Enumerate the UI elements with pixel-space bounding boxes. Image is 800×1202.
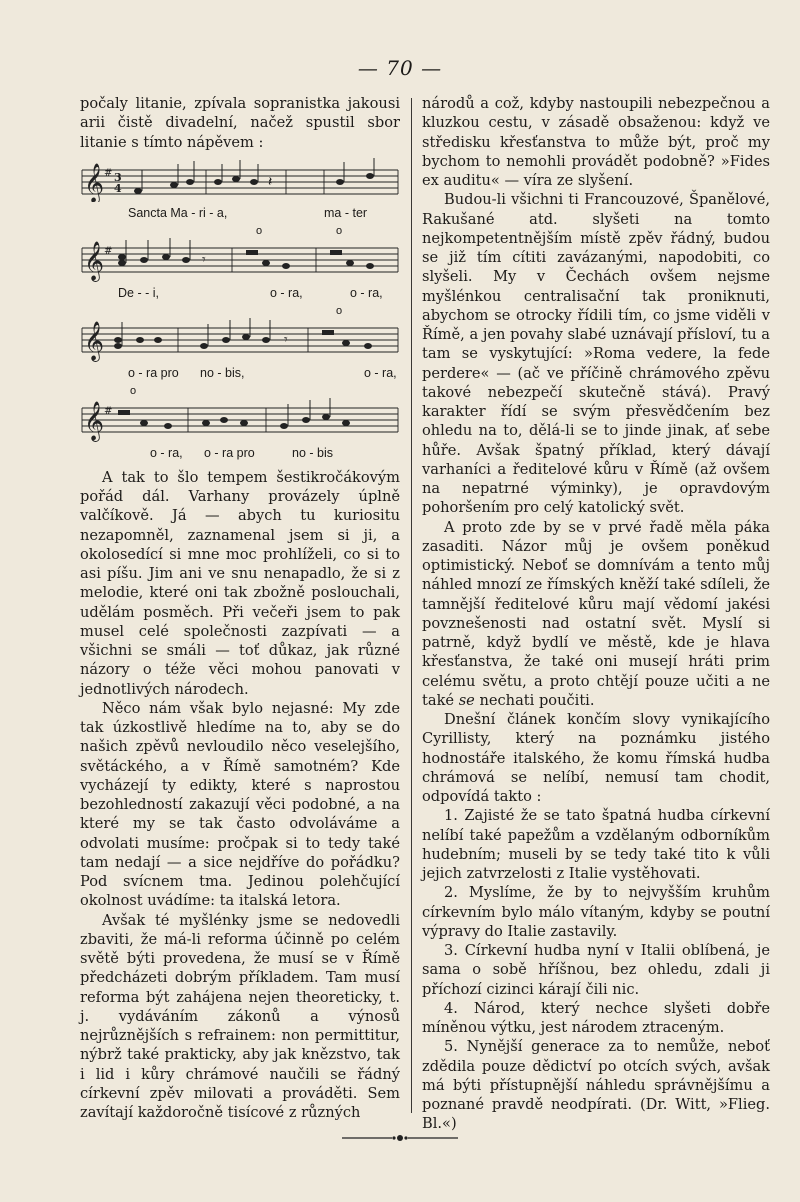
- staff-2-notation: [78, 236, 402, 282]
- lyric: o - ra,: [270, 285, 303, 300]
- list-item: 4. Národ, který nechce slyšeti dobře míněnou výtku, jest národem ztraceným.: [422, 999, 770, 1036]
- right-paragraph-3: [422, 518, 770, 711]
- mark: o: [130, 384, 137, 397]
- staff-4-notation: [78, 396, 402, 442]
- lyric: De - - i,: [118, 285, 159, 300]
- staff-2-marks: [78, 222, 402, 236]
- music-staff-4: [78, 396, 402, 462]
- page-number: — 70 —: [357, 56, 443, 80]
- left-paragraph-3: Avšak té myšlénky jsme se nedovedli zbaviti, že má-li reforma účinně po celém světě býti provedena, že musí se v Římě předcházeti dobrým příkladem. Tam musí reforma být zahájena nejen theoreticky, t. j. vydáváním zákonů a výnosů nejrůznějších s refrainem: non permittitur, nýbrž také prakticky, aby jak knězstvo, tak i lid i kůry chrámové naučili se řádný církevní zpěv milovati a prováděti. Sem zavítají každoročně tisícové z různých: [80, 911, 400, 1121]
- lyric: no - bis: [292, 445, 333, 460]
- right-paragraph-3-end: nechati poučiti.: [479, 691, 595, 709]
- music-staff-3: [78, 316, 402, 382]
- staff-4-marks: [78, 382, 402, 396]
- lyric: o - ra pro: [128, 365, 179, 380]
- right-paragraph-3-emphasis: se: [458, 691, 475, 709]
- right-paragraph-4: Dnešní článek končím slovy vynikajícího Cyrillisty, který na poznámku jistého hodnostáře italského, že komu římská hudba chrámová se nelíbí, nemusí tam chodit, odpovídá takto :: [422, 711, 770, 805]
- end-ornament: [340, 1133, 460, 1143]
- staff-1-notation: [78, 156, 402, 202]
- column-divider: [411, 98, 412, 1113]
- svg-text:#: #: [104, 405, 113, 417]
- staff-1-lyrics: [78, 202, 402, 222]
- list-item: 2. Myslíme, že by to nejvyšším kruhům církevním bylo málo vítaným, kdyby se poutní výpravy do Italie zastavily.: [422, 884, 770, 940]
- lyric: o - ra,: [150, 445, 183, 460]
- lyric: o - ra,: [364, 365, 397, 380]
- staff-3-notation: [78, 316, 402, 362]
- mark: o: [336, 224, 343, 237]
- lyric: Sancta Ma - ri - a,: [128, 205, 228, 220]
- right-paragraph-2: Budou-li všichni ti Francouzové, Španělové, Rakušané atd. slyšeti na tomto nejkompetentnějším místě zpěv řádný, budou se již tím cítiti zavázanými, napodobiti, co slyšeli. My v Čechách ovšem nejsme myšlénkou centralisační tak proniknuti, abychom se otrocky řídili tím, co jsme viděli v Římě, a jen povahy slabé uznávají přísloví, tu a tam se vyskytující: »Roma vedere, la fede perdere« — (ač ve příčině chrámového zpěvu takové nebezpečí skutečně stává). Pravý karakter řídí se svým přesvědčením bez ohledu na to, dělá-li se to jinde jinak, ať sebe hůře. Avšak špatný příklad, který dávají varhaníci a ředitelové kůru v Římě (až ovšem na nepatrné výminky), je opravdovým pohoršením pro celý katolický svět.: [422, 191, 770, 517]
- svg-text:#: #: [104, 167, 113, 179]
- mark: o: [336, 304, 343, 317]
- lyric: o - ra pro: [204, 445, 255, 460]
- svg-text:𝄞: 𝄞: [84, 162, 105, 202]
- music-staff-2: [78, 236, 402, 302]
- list-item: 3. Církevní hudba nyní v Italii oblíbená, je sama o sobě hříšnou, bez ohledu, zdali ji příchozí cizinci kárají čili nic.: [422, 942, 770, 998]
- svg-text:𝄾: 𝄾: [284, 331, 288, 348]
- svg-text:𝄞: 𝄞: [84, 240, 105, 281]
- lyric: ma - ter: [324, 205, 368, 220]
- lyric: no - bis,: [200, 365, 245, 380]
- intro-paragraph: počaly litanie, zpívala sopranistka jakousi arii čistě divadelní, načež spustil sbor litanie s tímto nápěvem :: [80, 95, 400, 151]
- svg-text:𝄞: 𝄞: [84, 400, 105, 441]
- left-column: [80, 94, 400, 1122]
- right-paragraph-3-text: A proto zde by se v prvé řadě měla páka zasaditi. Názor můj je ovšem poněkud optimistický. Neboť se domnívám a tento můj náhled mnozí ze římských kněží také sdíleli, že tamnější ředitelové kůru mají vědomí jakési povznešenosti nad ostatní svět. Myslí si patrně, když bydlí ve městě, kde je hlava křesťanstva, že také oni musejí hráti prim celému světu, a proto chtějí pouze učiti a ne také: [422, 518, 770, 709]
- music-staff-1: [78, 156, 402, 222]
- left-paragraph-1: A tak to šlo tempem šestikročákovým pořád dál. Varhany provázely úplně valčíkově. Já — abych tu kuriositu nezapomněl, zaznamenal jsem si ji, a okolosedící si mne moc prohlíželi, co si to asi píšu. Jim ani ve snu nenapadlo, že si z melodie, které oni tak zbožně poslouchali, udělám posměch. Při večeři jsem to pak musel celé společnosti zazpívati — a všichni se smáli — toť důkaz, jak různé názory o téže věci mohou panovati v jednotlivých národech.: [80, 468, 400, 698]
- list-item: 1. Zajisté že se tato špatná hudba církevní nelíbí také papežům a vzdělaným odborníkům hudebním; museli by se tedy také tito k vůli jejich zatvrzelosti z Italie vystěhovati.: [422, 807, 770, 882]
- list-item: 5. Nynější generace za to nemůže, neboť zdědila pouze dědictví po otcích svých, avšak má býti přístupnější náhledu správnějšímu a poznané pravdě neodpírati. (Dr. Witt, »Flieg. Bl.«): [422, 1038, 770, 1133]
- right-paragraph-1: národů a což, kdyby nastoupili nebezpečnou a kluzkou cestu, v zásadě obsaženou: když ve středisku křesťanstva to může být, proč my bychom to nemohli provádět podobně? »Fides ex auditu« — víra ze slyšení.: [422, 95, 770, 189]
- svg-text:𝄾: 𝄾: [202, 251, 206, 268]
- right-column: [422, 94, 770, 1134]
- staff-4-lyrics: [78, 442, 402, 462]
- svg-text:𝄽: 𝄽: [268, 173, 273, 190]
- music-example: [78, 156, 402, 462]
- staff-3-marks: [78, 302, 402, 316]
- svg-text:#: #: [104, 245, 113, 257]
- svg-text:𝄞: 𝄞: [84, 320, 105, 361]
- staff-2-lyrics: [78, 282, 402, 302]
- svg-text:3: 3: [114, 170, 122, 184]
- staff-3-lyrics: [78, 362, 402, 382]
- lyric: o - ra,: [350, 285, 383, 300]
- left-paragraph-2: Něco nám však bylo nejasné: My zde tak úzkostlivě hledíme na to, aby se do našich zpěvů nevloudilo něco veselejšího, světáckého, a v Římě samotném? Kde vycházejí ty edikty, které s naprostou bezohledností zakazují věci podobné, a na které my se tak často odvoláváme a odvolati musíme: pročpak si to tedy také tam nedají — a sice nejdříve do pořádku? Pod svícnem tma. Jedinou polehčující okolnost uvádíme: ta italská letora.: [80, 699, 400, 910]
- svg-text:4: 4: [114, 181, 122, 195]
- mark: o: [256, 224, 263, 237]
